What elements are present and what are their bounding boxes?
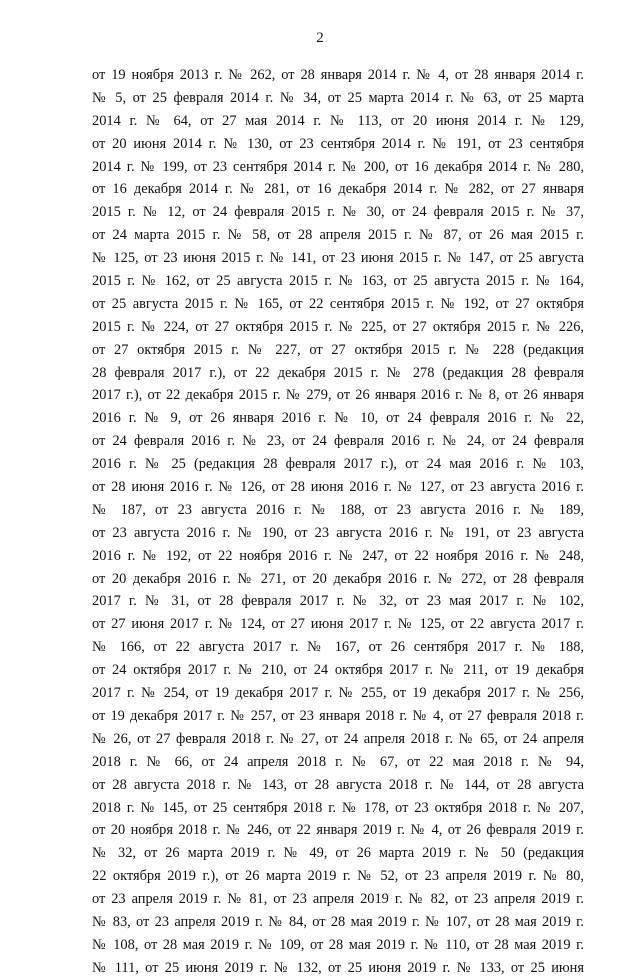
text-line: от 24 марта 2015 г. № 58, от 28 апреля 2015 г. № 87, от 26 мая 2015 г. [92, 227, 584, 244]
text-line: от 27 октября 2015 г. № 227, от 27 октября 2015 г. № 228 (редакция [92, 341, 584, 358]
text-line: от 20 июня 2014 г. № 130, от 23 сентября 2014 г. № 191, от 23 сентября [92, 135, 584, 152]
text-line: 2016 г. № 9, от 26 января 2016 г. № 10, от 24 февраля 2016 г. № 22, [92, 410, 584, 427]
text-line: от 24 октября 2017 г. № 210, от 24 октября 2017 г. № 211, от 19 декабря [92, 662, 584, 679]
text-line: от 28 августа 2018 г. № 143, от 28 августа 2018 г. № 144, от 28 августа [92, 776, 584, 793]
text-line: от 16 декабря 2014 г. № 281, от 16 декабря 2014 г. № 282, от 27 января [92, 181, 584, 198]
text-line: от 19 ноября 2013 г. № 262, от 28 января 2014 г. № 4, от 28 января 2014 г. [92, 67, 584, 83]
text-line: № 125, от 23 июня 2015 г. № 141, от 23 июня 2015 г. № 147, от 25 августа [92, 250, 584, 267]
document-body [92, 64, 584, 980]
text-line: от 28 июня 2016 г. № 126, от 28 июня 2016 г. № 127, от 23 августа 2016 г. [92, 479, 584, 496]
text-line: № 111, от 25 июня 2019 г. № 132, от 25 июня 2019 г. № 133, от 25 июня [92, 959, 584, 976]
text-line: 2018 г. № 66, от 24 апреля 2018 г. № 67, от 22 мая 2018 г. № 94, [92, 753, 584, 770]
text-line: от 24 февраля 2016 г. № 23, от 24 февраля 2016 г. № 24, от 24 февраля [92, 433, 584, 450]
text-line: от 23 августа 2016 г. № 190, от 23 августа 2016 г. № 191, от 23 августа [92, 524, 584, 541]
text-line: 2017 г.), от 22 декабря 2015 г. № 279, от 26 января 2016 г. № 8, от 26 января [92, 387, 584, 404]
text-line: 2017 г. № 31, от 28 февраля 2017 г. № 32, от 23 мая 2017 г. № 102, [92, 593, 584, 610]
text-line: № 32, от 26 марта 2019 г. № 49, от 26 марта 2019 г. № 50 (редакция [92, 845, 584, 862]
text-line: от 23 апреля 2019 г. № 81, от 23 апреля 2019 г. № 82, от 23 апреля 2019 г. [92, 891, 584, 908]
text-line: № 166, от 22 августа 2017 г. № 167, от 26 сентября 2017 г. № 188, [92, 639, 584, 656]
text-line: 2016 г. № 192, от 22 ноября 2016 г. № 247, от 22 ноября 2016 г. № 248, [92, 547, 584, 564]
text-line: № 5, от 25 февраля 2014 г. № 34, от 25 марта 2014 г. № 63, от 25 марта [92, 89, 584, 106]
text-line: 2015 г. № 224, от 27 октября 2015 г. № 225, от 27 октября 2015 г. № 226, [92, 318, 584, 335]
text-line: 22 октября 2019 г.), от 26 марта 2019 г. № 52, от 23 апреля 2019 г. № 80, [92, 868, 584, 885]
text-line: 2014 г. № 199, от 23 сентября 2014 г. № 200, от 16 декабря 2014 г. № 280, [92, 158, 584, 175]
text-line: от 27 июня 2017 г. № 124, от 27 июня 2017 г. № 125, от 22 августа 2017 г. [92, 616, 584, 633]
text-line: 2015 г. № 162, от 25 августа 2015 г. № 163, от 25 августа 2015 г. № 164, [92, 273, 584, 290]
text-line: 2014 г. № 64, от 27 мая 2014 г. № 113, от 20 июня 2014 г. № 129, [92, 112, 584, 129]
text-line: 2015 г. № 12, от 24 февраля 2015 г. № 30, от 24 февраля 2015 г. № 37, [92, 204, 584, 221]
text-line: от 25 августа 2015 г. № 165, от 22 сентября 2015 г. № 192, от 27 октября [92, 295, 584, 312]
text-line: № 187, от 23 августа 2016 г. № 188, от 23 августа 2016 г. № 189, [92, 501, 584, 518]
text-line: № 26, от 27 февраля 2018 г. № 27, от 24 апреля 2018 г. № 65, от 24 апреля [92, 730, 584, 747]
text-line: 2018 г. № 145, от 25 сентября 2018 г. № 178, от 23 октября 2018 г. № 207, [92, 799, 584, 816]
text-line: 2017 г. № 254, от 19 декабря 2017 г. № 255, от 19 декабря 2017 г. № 256, [92, 685, 584, 702]
text-line: 28 февраля 2017 г.), от 22 декабря 2015 г. № 278 (редакция 28 февраля [92, 364, 584, 381]
page-number: 2 [316, 30, 324, 46]
text-line: от 19 декабря 2017 г. № 257, от 23 января 2018 г. № 4, от 27 февраля 2018 г. [92, 707, 584, 724]
text-line: № 108, от 28 мая 2019 г. № 109, от 28 мая 2019 г. № 110, от 28 мая 2019 г. [92, 936, 584, 953]
text-line: от 20 декабря 2016 г. № 271, от 20 декабря 2016 г. № 272, от 28 февраля [92, 570, 584, 587]
text-line: от 20 ноября 2018 г. № 246, от 22 января 2019 г. № 4, от 26 февраля 2019 г. [92, 822, 584, 839]
text-line: № 83, от 23 апреля 2019 г. № 84, от 28 мая 2019 г. № 107, от 28 мая 2019 г. [92, 913, 584, 930]
text-line: 2016 г. № 25 (редакция 28 февраля 2017 г.), от 24 мая 2016 г. № 103, [92, 456, 584, 473]
